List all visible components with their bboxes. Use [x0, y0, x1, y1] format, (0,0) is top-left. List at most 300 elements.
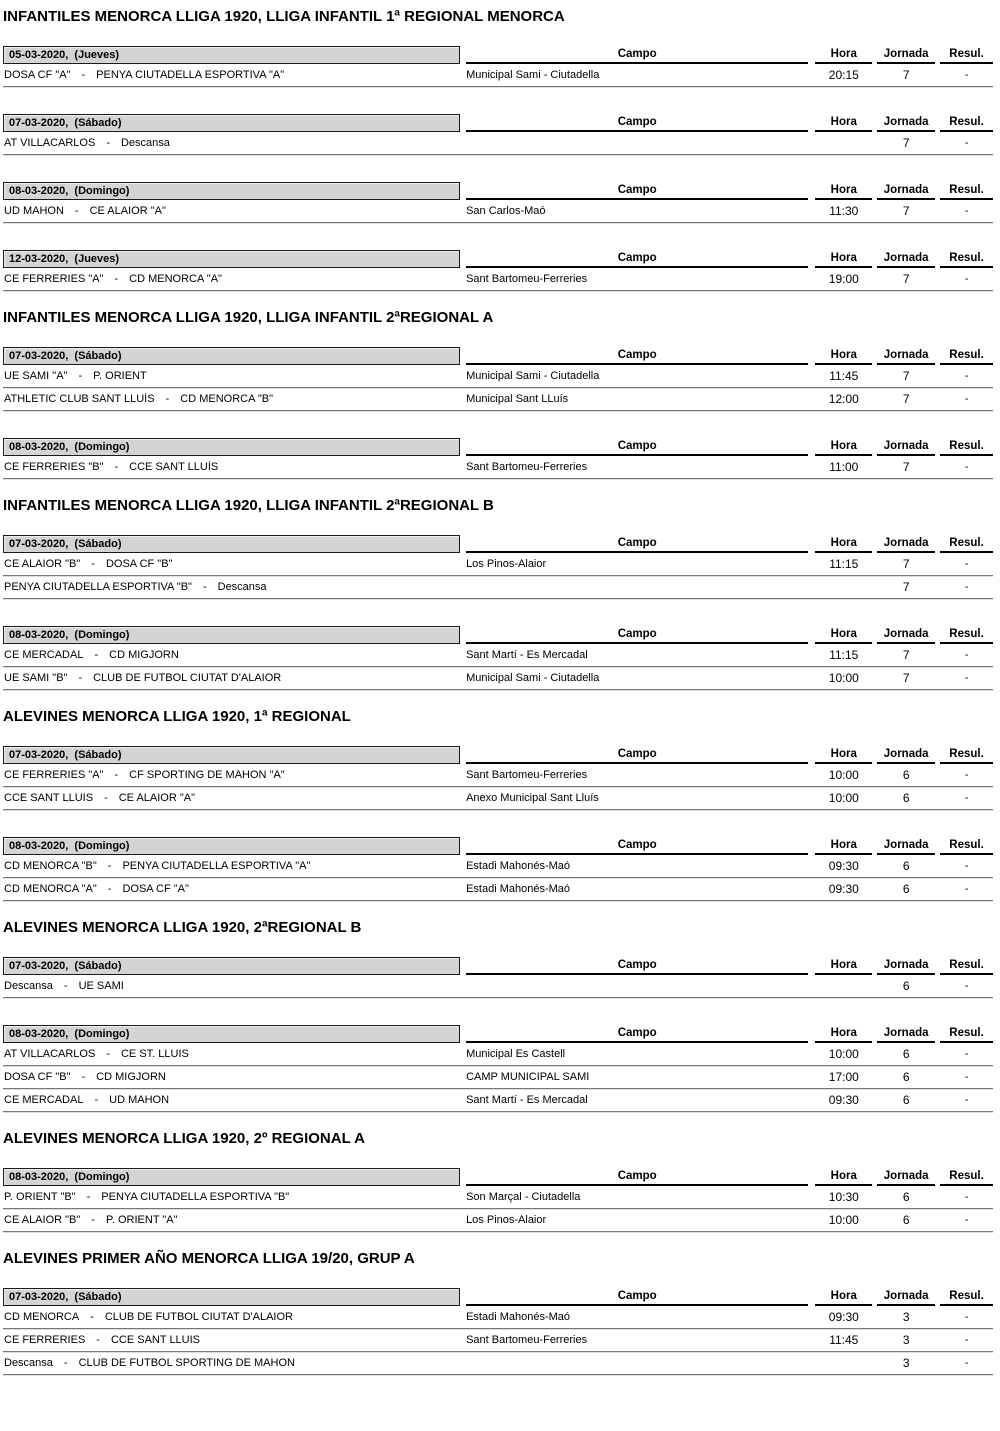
home-team: AT VILLACARLOS: [4, 1048, 96, 1060]
column-header-jornada: Jornada: [877, 628, 935, 644]
date-header: 08-03-2020, (Domingo): [3, 182, 460, 200]
fixture-group: [3, 346, 993, 411]
away-team: P. ORIENT "A": [105, 1214, 178, 1226]
column-header-resul: Resul.: [940, 349, 993, 365]
column-header-jornada: Jornada: [877, 839, 935, 855]
time-cell: 17:00: [828, 1070, 859, 1084]
time-cell: 10:30: [828, 1190, 859, 1204]
venue-cell: Municipal Sami - Ciutadella: [466, 370, 600, 382]
venue-cell: Estadi Mahonés-Maó: [466, 1311, 571, 1323]
date-header: 08-03-2020, (Domingo): [3, 438, 460, 456]
fixture-group: [3, 534, 993, 599]
column-header-campo: Campo: [466, 440, 808, 456]
vs-dash: -: [86, 1191, 91, 1203]
teams-cell: [3, 1071, 460, 1083]
section-title: ALEVINES PRIMER AÑO MENORCA LLIGA 19/20, GRUP A: [3, 1250, 415, 1267]
round-cell: 3: [902, 1356, 910, 1370]
round-cell: 7: [902, 460, 910, 474]
home-team: CCE SANT LLUIS: [4, 792, 94, 804]
venue-cell: Los Pinos-Alaior: [466, 558, 547, 570]
round-cell: 7: [902, 204, 910, 218]
vs-dash: -: [81, 69, 86, 81]
column-header-hora: Hora: [815, 116, 872, 132]
round-cell: 6: [902, 791, 910, 805]
group-header-row: [3, 45, 993, 64]
home-team: CE MERCADAL: [4, 1094, 84, 1106]
fixture-group: [3, 1287, 993, 1375]
away-team: CD MIGJORN: [109, 649, 179, 661]
venue-cell: Anexo Municipal Sant Lluís: [466, 792, 599, 804]
round-cell: 6: [902, 1213, 910, 1227]
column-header-hora: Hora: [815, 1170, 872, 1186]
match-row: [3, 1186, 993, 1209]
result-cell: -: [964, 581, 969, 593]
time-cell: 11:45: [829, 369, 859, 383]
time-cell: 10:00: [828, 791, 859, 805]
result-cell: -: [964, 1071, 969, 1083]
vs-dash: -: [96, 1334, 100, 1346]
round-cell: 7: [902, 557, 910, 571]
away-team: CCE SANT LLUÍS: [129, 461, 219, 473]
home-team: AT VILLACARLOS: [4, 137, 96, 149]
venue-cell: Sant Bartomeu-Ferreries: [466, 769, 588, 781]
match-row: [3, 1306, 993, 1329]
column-header-hora: Hora: [815, 440, 872, 456]
column-header-resul: Resul.: [940, 1290, 993, 1306]
column-header-campo: Campo: [466, 537, 808, 553]
vs-dash: -: [106, 137, 110, 149]
date-header: 05-03-2020, (Jueves): [3, 46, 460, 64]
away-team: PENYA CIUTADELLA ESPORTIVA "B": [101, 1191, 290, 1203]
section-title: ALEVINES MENORCA LLIGA 1920, 2º REGIONAL A: [3, 1130, 365, 1147]
teams-cell: [3, 370, 460, 382]
column-header-jornada: Jornada: [877, 1170, 935, 1186]
round-cell: 6: [902, 768, 910, 782]
fixture-group: [3, 956, 993, 998]
fixture-group: [3, 437, 993, 479]
result-cell: -: [964, 370, 969, 382]
vs-dash: -: [91, 558, 95, 570]
date-header: 07-03-2020, (Sábado): [3, 535, 460, 553]
column-header-campo: Campo: [466, 959, 808, 975]
vs-dash: -: [165, 393, 170, 405]
match-row: [3, 1043, 993, 1066]
column-header-jornada: Jornada: [877, 1027, 935, 1043]
date-header: 07-03-2020, (Sábado): [3, 957, 460, 975]
match-row: [3, 667, 993, 690]
column-header-campo: Campo: [466, 116, 808, 132]
fixture-group: [3, 1024, 993, 1112]
column-header-hora: Hora: [815, 839, 872, 855]
fixture-group: [3, 836, 993, 901]
round-cell: 7: [902, 392, 910, 406]
column-header-jornada: Jornada: [877, 537, 935, 553]
home-team: P. ORIENT "B": [4, 1191, 76, 1203]
match-row: [3, 644, 993, 667]
column-header-resul: Resul.: [940, 1170, 993, 1186]
group-header-row: [3, 745, 993, 764]
match-row: [3, 200, 993, 223]
vs-dash: -: [104, 792, 108, 804]
time-cell: 11:00: [829, 460, 859, 474]
home-team: CE FERRERIES "A": [4, 769, 104, 781]
teams-cell: [3, 769, 460, 781]
home-team: CD MENORCA "A": [4, 883, 97, 895]
match-row: [3, 388, 993, 411]
home-team: UE SAMI "A": [4, 370, 68, 382]
match-row: [3, 855, 993, 878]
home-team: Descansa: [4, 1357, 53, 1369]
teams-cell: [3, 792, 460, 804]
result-cell: -: [964, 1311, 969, 1323]
section-title: INFANTILES MENORCA LLIGA 1920, LLIGA INFANTIL 2ªREGIONAL B: [3, 497, 494, 514]
column-header-campo: Campo: [466, 1290, 808, 1306]
match-row: [3, 365, 993, 388]
home-team: DOSA CF "A": [4, 69, 71, 81]
column-header-hora: Hora: [815, 959, 872, 975]
result-cell: -: [964, 860, 969, 872]
result-cell: -: [964, 558, 969, 570]
away-team: DOSA CF "B": [105, 558, 173, 570]
away-team: P. ORIENT: [93, 370, 147, 382]
venue-cell: Municipal Es Castell: [466, 1048, 566, 1060]
result-cell: -: [964, 1048, 969, 1060]
column-header-campo: Campo: [466, 252, 808, 268]
vs-dash: -: [91, 1214, 95, 1226]
time-cell: 09:30: [828, 882, 859, 896]
away-team: UE SAMI: [78, 980, 124, 992]
round-cell: 3: [902, 1310, 910, 1324]
fixture-group: [3, 113, 993, 155]
result-cell: -: [964, 461, 969, 473]
time-cell: 12:00: [828, 392, 859, 406]
column-header-campo: Campo: [466, 184, 808, 200]
group-header-row: [3, 249, 993, 268]
group-header-row: [3, 836, 993, 855]
vs-dash: -: [78, 672, 83, 684]
result-cell: -: [964, 649, 969, 661]
teams-cell: [3, 393, 460, 405]
away-team: CLUB DE FUTBOL SPORTING DE MAHON: [78, 1357, 295, 1369]
round-cell: 6: [902, 979, 910, 993]
group-header-row: [3, 113, 993, 132]
column-header-hora: Hora: [815, 252, 872, 268]
match-row: [3, 878, 993, 901]
venue-cell: Municipal Sami - Ciutadella: [466, 672, 600, 684]
vs-dash: -: [63, 980, 68, 992]
vs-dash: -: [107, 883, 112, 895]
teams-cell: [3, 1311, 460, 1323]
vs-dash: -: [94, 649, 99, 661]
vs-dash: -: [78, 370, 83, 382]
round-cell: 7: [902, 671, 910, 685]
home-team: CE ALAIOR "B": [4, 558, 81, 570]
away-team: UD MAHON: [109, 1094, 170, 1106]
time-cell: 09:30: [828, 1310, 859, 1324]
date-header: 07-03-2020, (Sábado): [3, 114, 460, 132]
match-row: [3, 576, 993, 599]
teams-cell: [3, 860, 460, 872]
away-team: CF SPORTING DE MAHON "A": [129, 769, 285, 781]
date-header: 08-03-2020, (Domingo): [3, 1025, 460, 1043]
vs-dash: -: [106, 1048, 110, 1060]
home-team: CE FERRERIES: [4, 1334, 86, 1346]
venue-cell: Sant Bartomeu-Ferreries: [466, 461, 588, 473]
venue-cell: Son Marçal - Ciutadella: [466, 1191, 581, 1203]
column-header-campo: Campo: [466, 1170, 808, 1186]
group-header-row: [3, 181, 993, 200]
time-cell: 11:30: [829, 204, 859, 218]
match-row: [3, 1329, 993, 1352]
time-cell: 09:30: [828, 1093, 859, 1107]
result-cell: -: [964, 393, 969, 405]
section-title: ALEVINES MENORCA LLIGA 1920, 2ªREGIONAL B: [3, 919, 362, 936]
column-header-resul: Resul.: [940, 748, 993, 764]
match-row: [3, 553, 993, 576]
home-team: CD MENORCA: [4, 1311, 80, 1323]
teams-cell: [3, 1094, 460, 1106]
venue-cell: Municipal Sant LLuís: [466, 393, 569, 405]
vs-dash: -: [107, 860, 112, 872]
away-team: CD MIGJORN: [96, 1071, 166, 1083]
round-cell: 7: [902, 272, 910, 286]
column-header-jornada: Jornada: [877, 349, 935, 365]
column-header-resul: Resul.: [940, 116, 993, 132]
column-header-resul: Resul.: [940, 48, 993, 64]
column-header-campo: Campo: [466, 839, 808, 855]
column-header-resul: Resul.: [940, 628, 993, 644]
result-cell: -: [964, 69, 969, 81]
fixture-group: [3, 249, 993, 291]
result-cell: -: [964, 137, 969, 149]
group-header-row: [3, 1024, 993, 1043]
venue-cell: Sant Martí - Es Mercadal: [466, 649, 588, 661]
group-header-row: [3, 956, 993, 975]
venue-cell: Estadi Mahonés-Maó: [466, 883, 571, 895]
column-header-jornada: Jornada: [877, 48, 935, 64]
column-header-campo: Campo: [466, 628, 808, 644]
away-team: CLUB DE FUTBOL CIUTAT D'ALAIOR: [104, 1311, 293, 1323]
away-team: CCE SANT LLUIS: [110, 1334, 201, 1346]
venue-cell: Estadi Mahonés-Maó: [466, 860, 571, 872]
time-cell: 20:15: [828, 68, 859, 82]
away-team: CD MENORCA "A": [129, 273, 222, 285]
time-cell: 11:45: [829, 1333, 859, 1347]
teams-cell: [3, 69, 460, 81]
column-header-campo: Campo: [466, 748, 808, 764]
group-header-row: [3, 1167, 993, 1186]
home-team: CE MERCADAL: [4, 649, 84, 661]
column-header-jornada: Jornada: [877, 1290, 935, 1306]
section-title: INFANTILES MENORCA LLIGA 1920, LLIGA INFANTIL 1ª REGIONAL MENORCA: [3, 8, 565, 25]
group-header-row: [3, 1287, 993, 1306]
venue-cell: Municipal Sami - Ciutadella: [466, 69, 600, 81]
date-header: 07-03-2020, (Sábado): [3, 1288, 460, 1306]
group-header-row: [3, 534, 993, 553]
teams-cell: [3, 883, 460, 895]
fixture-group: [3, 45, 993, 87]
home-team: Descansa: [4, 980, 53, 992]
match-row: [3, 1352, 993, 1375]
home-team: UD MAHON: [4, 205, 64, 217]
column-header-jornada: Jornada: [877, 184, 935, 200]
fixture-group: [3, 1167, 993, 1232]
section-title: ALEVINES MENORCA LLIGA 1920, 1ª REGIONAL: [3, 708, 351, 725]
home-team: PENYA CIUTADELLA ESPORTIVA "B": [4, 581, 192, 593]
teams-cell: [3, 273, 460, 285]
time-cell: 09:30: [828, 859, 859, 873]
vs-dash: -: [81, 1071, 86, 1083]
teams-cell: [3, 461, 460, 473]
column-header-resul: Resul.: [940, 440, 993, 456]
column-header-jornada: Jornada: [877, 748, 935, 764]
fixture-group: [3, 745, 993, 810]
result-cell: -: [964, 883, 969, 895]
column-header-resul: Resul.: [940, 184, 993, 200]
round-cell: 7: [902, 648, 910, 662]
column-header-hora: Hora: [815, 628, 872, 644]
round-cell: 7: [902, 68, 910, 82]
column-header-jornada: Jornada: [877, 440, 935, 456]
vs-dash: -: [202, 581, 207, 593]
venue-cell: CAMP MUNICIPAL SAMI: [466, 1071, 590, 1083]
away-team: PENYA CIUTADELLA ESPORTIVA "A": [122, 860, 311, 872]
match-row: [3, 975, 993, 998]
column-header-hora: Hora: [815, 184, 872, 200]
teams-cell: [3, 558, 460, 570]
column-header-hora: Hora: [815, 1027, 872, 1043]
fixture-group: [3, 181, 993, 223]
away-team: Descansa: [120, 137, 170, 149]
time-cell: 10:00: [828, 1213, 859, 1227]
group-header-row: [3, 346, 993, 365]
round-cell: 7: [902, 136, 910, 150]
result-cell: -: [964, 980, 969, 992]
match-row: [3, 64, 993, 87]
teams-cell: [3, 1191, 460, 1203]
teams-cell: [3, 672, 460, 684]
column-header-jornada: Jornada: [877, 116, 935, 132]
result-cell: -: [964, 672, 969, 684]
column-header-resul: Resul.: [940, 537, 993, 553]
match-row: [3, 1066, 993, 1089]
column-header-resul: Resul.: [940, 959, 993, 975]
match-row: [3, 787, 993, 810]
match-row: [3, 456, 993, 479]
result-cell: -: [964, 1214, 969, 1226]
column-header-campo: Campo: [466, 48, 808, 64]
result-cell: -: [964, 769, 969, 781]
fixture-group: [3, 625, 993, 690]
teams-cell: [3, 1334, 460, 1346]
time-cell: 10:00: [828, 1047, 859, 1061]
column-header-hora: Hora: [815, 349, 872, 365]
time-cell: 10:00: [828, 671, 859, 685]
column-header-resul: Resul.: [940, 252, 993, 268]
time-cell: 10:00: [828, 768, 859, 782]
away-team: DOSA CF "A": [122, 883, 189, 895]
date-header: 12-03-2020, (Jueves): [3, 250, 460, 268]
time-cell: 11:15: [829, 557, 859, 571]
date-header: 07-03-2020, (Sábado): [3, 347, 460, 365]
away-team: CE ALAIOR "A": [118, 792, 196, 804]
column-header-resul: Resul.: [940, 1027, 993, 1043]
result-cell: -: [964, 1334, 969, 1346]
column-header-resul: Resul.: [940, 839, 993, 855]
date-header: 07-03-2020, (Sábado): [3, 746, 460, 764]
group-header-row: [3, 625, 993, 644]
date-header: 08-03-2020, (Domingo): [3, 626, 460, 644]
match-row: [3, 1209, 993, 1232]
vs-dash: -: [74, 205, 79, 217]
column-header-hora: Hora: [815, 48, 872, 64]
away-team: PENYA CIUTADELLA ESPORTIVA "A": [96, 69, 285, 81]
match-row: [3, 1089, 993, 1112]
column-header-hora: Hora: [815, 537, 872, 553]
venue-cell: Sant Bartomeu-Ferreries: [466, 273, 588, 285]
venue-cell: San Carlos-Maó: [466, 205, 546, 217]
round-cell: 7: [902, 369, 910, 383]
home-team: UE SAMI "B": [4, 672, 68, 684]
away-team: CE ST. LLUIS: [120, 1048, 189, 1060]
venue-cell: Sant Martí - Es Mercadal: [466, 1094, 588, 1106]
teams-cell: [3, 1357, 460, 1369]
vs-dash: -: [63, 1357, 68, 1369]
result-cell: -: [964, 205, 969, 217]
teams-cell: [3, 1214, 460, 1226]
home-team: ATHLETIC CLUB SANT LLUÍS: [4, 393, 155, 405]
teams-cell: [3, 980, 460, 992]
round-cell: 6: [902, 859, 910, 873]
vs-dash: -: [114, 273, 119, 285]
column-header-campo: Campo: [466, 349, 808, 365]
match-row: [3, 764, 993, 787]
column-header-jornada: Jornada: [877, 959, 935, 975]
away-team: CD MENORCA "B": [180, 393, 274, 405]
teams-cell: [3, 1048, 460, 1060]
home-team: DOSA CF "B": [4, 1071, 71, 1083]
vs-dash: -: [90, 1311, 94, 1323]
section-title: INFANTILES MENORCA LLIGA 1920, LLIGA INFANTIL 2ªREGIONAL A: [3, 309, 494, 326]
round-cell: 6: [902, 1190, 910, 1204]
match-row: [3, 132, 993, 155]
away-team: CLUB DE FUTBOL CIUTAT D'ALAIOR: [93, 672, 282, 684]
group-header-row: [3, 437, 993, 456]
round-cell: 6: [902, 1047, 910, 1061]
fixtures-document: [3, 8, 993, 1375]
teams-cell: [3, 137, 460, 149]
round-cell: 6: [902, 1093, 910, 1107]
date-header: 08-03-2020, (Domingo): [3, 1168, 460, 1186]
date-header: 08-03-2020, (Domingo): [3, 837, 460, 855]
away-team: Descansa: [217, 581, 267, 593]
home-team: CE ALAIOR "B": [4, 1214, 81, 1226]
teams-cell: [3, 205, 460, 217]
time-cell: 11:15: [829, 648, 859, 662]
column-header-jornada: Jornada: [877, 252, 935, 268]
column-header-hora: Hora: [815, 748, 872, 764]
result-cell: -: [964, 273, 969, 285]
round-cell: 6: [902, 882, 910, 896]
column-header-campo: Campo: [466, 1027, 808, 1043]
teams-cell: [3, 649, 460, 661]
home-team: CE FERRERIES "A": [4, 273, 104, 285]
venue-cell: Los Pinos-Alaior: [466, 1214, 547, 1226]
result-cell: -: [964, 1094, 969, 1106]
teams-cell: [3, 581, 460, 593]
match-row: [3, 268, 993, 291]
round-cell: 6: [902, 1070, 910, 1084]
